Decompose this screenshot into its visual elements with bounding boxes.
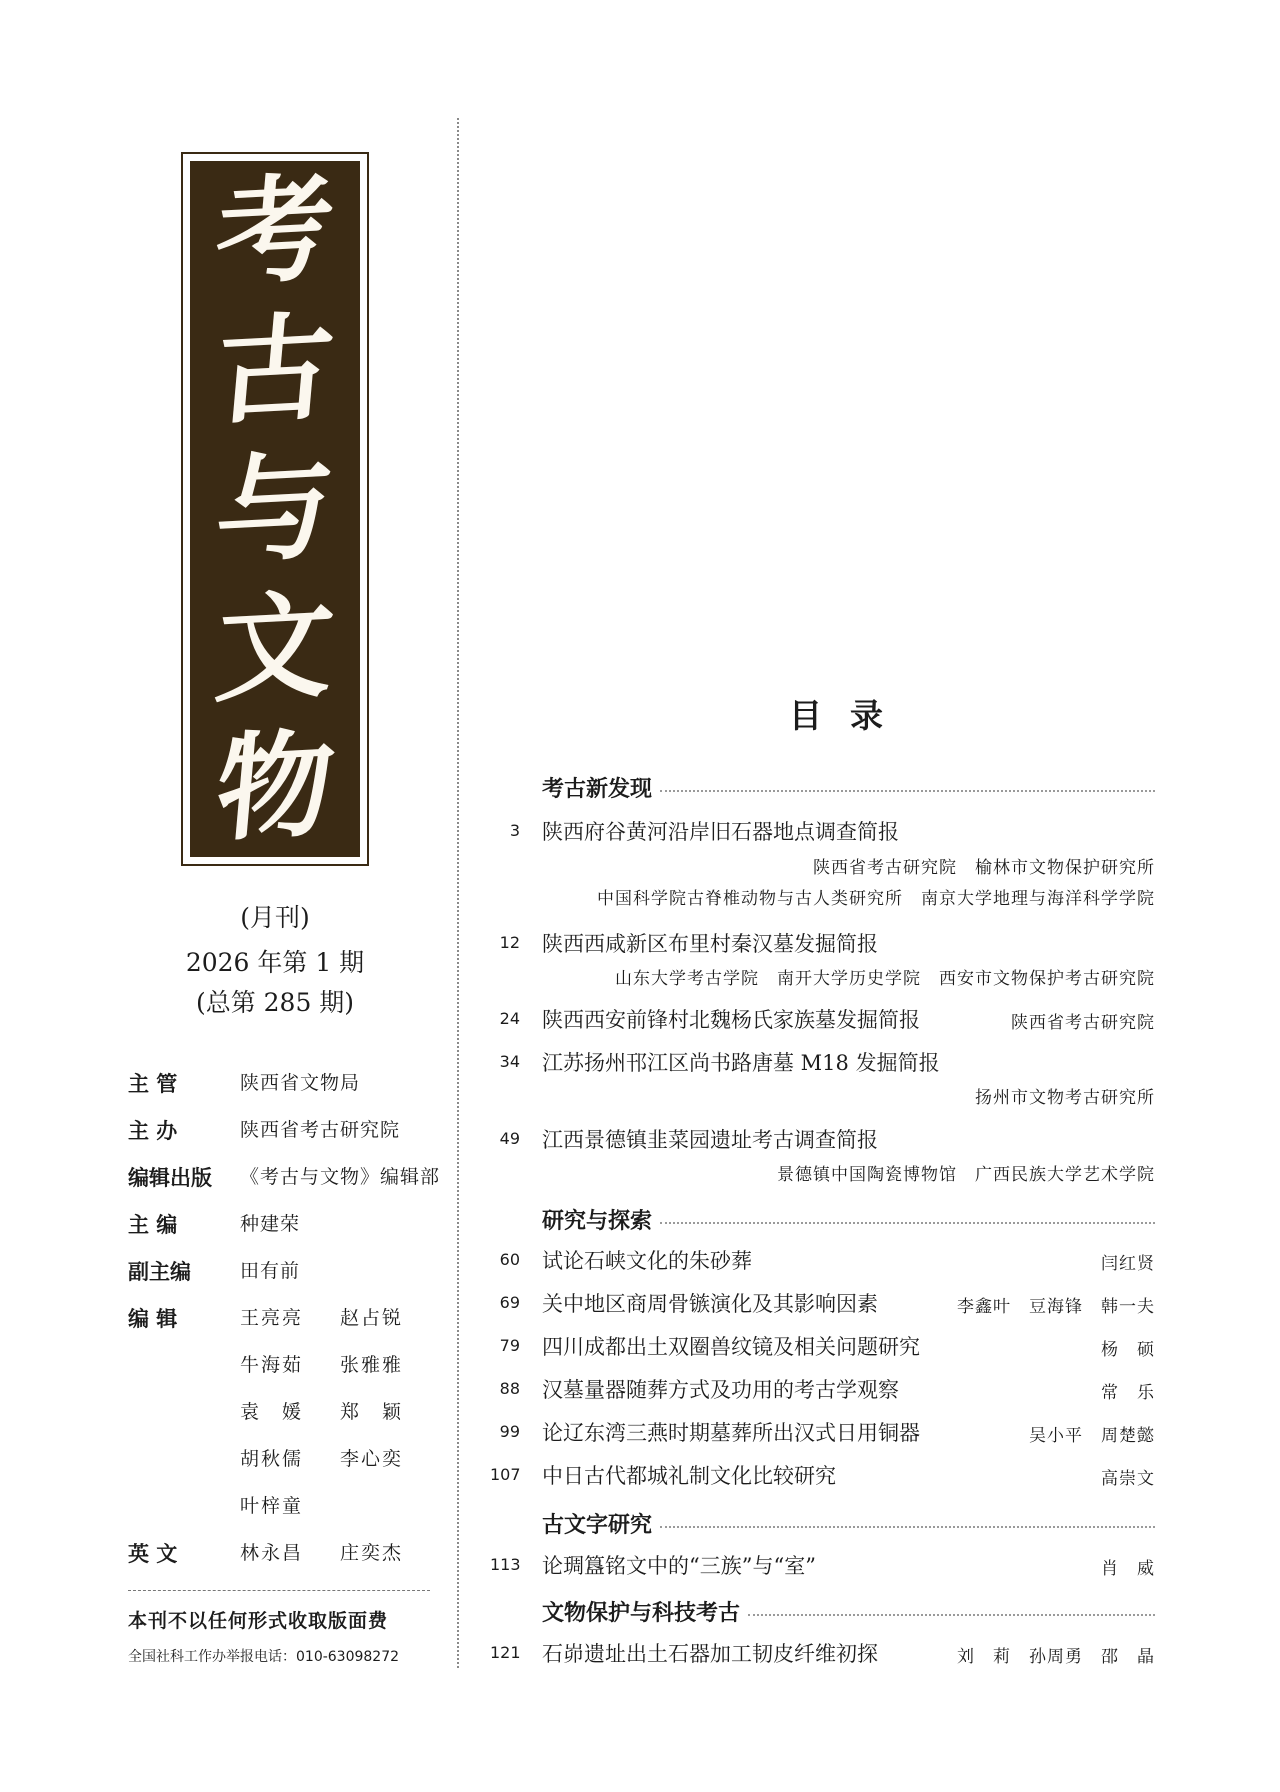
staff-label: 主 办 xyxy=(128,1119,178,1143)
article-title[interactable]: 论辽东湾三燕时期墓葬所出汉式日用铜器 xyxy=(542,1421,920,1445)
dotted-leader xyxy=(660,790,1155,792)
authors: 肖 威 xyxy=(1101,1559,1155,1579)
section-title: 考古新发现 xyxy=(542,776,653,802)
article-title[interactable]: 中日古代都城礼制文化比较研究 xyxy=(542,1464,836,1488)
authors: 刘 莉 孙周勇 邵 晶 xyxy=(957,1647,1155,1667)
staff-value: 陕西省文物局 xyxy=(240,1072,361,1094)
editor-name: 袁 媛 xyxy=(240,1401,304,1423)
article-title[interactable]: 陕西西咸新区布里村秦汉墓发掘简报 xyxy=(542,932,878,956)
article-title[interactable]: 江苏扬州邗江区尚书路唐墓 M18 发掘简报 xyxy=(542,1051,940,1075)
authors: 常 乐 xyxy=(1101,1383,1155,1403)
editor-name: 胡秋儒 xyxy=(240,1448,304,1470)
article-title[interactable]: 四川成都出土双圈兽纹镜及相关问题研究 xyxy=(542,1335,920,1359)
toc-entry[interactable] xyxy=(490,928,1155,958)
article-title[interactable]: 石峁遗址出土石器加工韧皮纤维初探 xyxy=(542,1642,878,1666)
toc-entry[interactable] xyxy=(490,1047,1155,1077)
affiliation: 扬州市文物考古研究所 xyxy=(975,1088,1155,1108)
staff-value: 田有前 xyxy=(240,1260,301,1282)
editor-names xyxy=(240,1303,440,1330)
article-title[interactable]: 陕西西安前锋村北魏杨氏家族墓发掘简报 xyxy=(542,1008,920,1032)
english-editor-names xyxy=(240,1538,440,1565)
logo-char-4: 文 xyxy=(210,577,340,720)
staff-label: 主 管 xyxy=(128,1072,178,1096)
article-title[interactable]: 陕西府谷黄河沿岸旧石器地点调查简报 xyxy=(542,820,899,844)
logo-panel xyxy=(190,161,360,857)
page-number: 79 xyxy=(499,1336,520,1355)
page-number: 107 xyxy=(490,1465,521,1484)
editor-name: 牛海茹 xyxy=(240,1354,304,1376)
editor-name: 赵占锐 xyxy=(340,1307,404,1329)
issue-number: 2026 年第 1 期 xyxy=(185,948,365,977)
toc-entry[interactable] xyxy=(490,1417,1155,1447)
section-title: 古文字研究 xyxy=(542,1512,653,1538)
divider xyxy=(128,1590,430,1591)
column-divider xyxy=(457,118,459,1668)
staff-value: 陕西省考古研究院 xyxy=(240,1119,401,1141)
page-number: 3 xyxy=(509,821,520,840)
toc-entry[interactable] xyxy=(490,1374,1155,1404)
staff-label: 主 编 xyxy=(128,1213,178,1237)
staff-label: 副主编 xyxy=(128,1260,191,1284)
page-number: 60 xyxy=(499,1250,520,1269)
authors: 吴小平 周楚懿 xyxy=(1029,1426,1155,1446)
page-number: 24 xyxy=(499,1009,520,1028)
staff-value: 种建荣 xyxy=(240,1213,301,1235)
editor-names xyxy=(240,1491,340,1518)
article-title[interactable]: 试论石峡文化的朱砂葬 xyxy=(542,1249,752,1273)
toc-entry[interactable] xyxy=(490,1331,1155,1361)
article-title[interactable]: 汉墓量器随葬方式及功用的考古学观察 xyxy=(542,1378,899,1402)
editor-names xyxy=(240,1350,440,1377)
authors: 李鑫叶 豆海锋 韩一夫 xyxy=(957,1297,1155,1317)
editor-name: 王亮亮 xyxy=(240,1307,304,1329)
article-title[interactable]: 关中地区商周骨镞演化及其影响因素 xyxy=(542,1292,878,1316)
toc-entry[interactable] xyxy=(490,1550,1155,1580)
editor-name: 林永昌 xyxy=(240,1542,304,1564)
fee-notice: 本刊不以任何形式收取版面费 xyxy=(128,1610,389,1632)
affiliation: 中国科学院古脊椎动物与古人类研究所 南京大学地理与海洋科学学院 xyxy=(597,889,1155,909)
toc-section xyxy=(542,1596,1155,1627)
dotted-leader xyxy=(660,1222,1155,1224)
dotted-leader xyxy=(660,1526,1155,1528)
page-number: 88 xyxy=(499,1379,520,1398)
page-number: 113 xyxy=(490,1555,521,1574)
affiliation: 景德镇中国陶瓷博物馆 广西民族大学艺术学院 xyxy=(777,1165,1155,1185)
editor-name: 张雅雅 xyxy=(340,1354,404,1376)
article-title[interactable]: 江西景德镇韭菜园遗址考古调查简报 xyxy=(542,1128,878,1152)
staff-label: 英 文 xyxy=(128,1542,178,1566)
page-number: 99 xyxy=(499,1422,520,1441)
journal-logo xyxy=(181,152,369,866)
logo-char-2: 古 xyxy=(210,298,340,441)
article-title[interactable]: 论琱簋铭文中的“三族”与“室” xyxy=(542,1554,816,1578)
page-number: 121 xyxy=(490,1643,521,1662)
editor-names xyxy=(240,1397,440,1424)
editor-name: 庄奕杰 xyxy=(340,1542,404,1564)
editor-name: 叶梓童 xyxy=(240,1495,304,1517)
editor-name: 李心奕 xyxy=(340,1448,404,1470)
toc-entry[interactable] xyxy=(490,1004,1155,1034)
toc-entry[interactable] xyxy=(490,816,1155,846)
total-issue-number: (总第 285 期) xyxy=(195,988,355,1017)
editor-name: 郑 颖 xyxy=(340,1401,404,1423)
staff-label: 编辑出版 xyxy=(128,1166,212,1190)
affiliation: 陕西省考古研究院 榆林市文物保护研究所 xyxy=(813,858,1155,878)
toc-entry[interactable] xyxy=(490,1460,1155,1490)
toc-entry[interactable] xyxy=(490,1124,1155,1154)
page-number: 69 xyxy=(499,1293,520,1312)
logo-char-3: 与 xyxy=(210,438,340,580)
toc-heading: 目录 xyxy=(789,696,911,735)
editor-names xyxy=(240,1444,440,1471)
authors: 陕西省考古研究院 xyxy=(1011,1013,1155,1033)
section-title: 研究与探索 xyxy=(542,1208,653,1234)
logo-char-1: 考 xyxy=(210,159,340,302)
authors: 高崇文 xyxy=(1101,1469,1155,1489)
section-title: 文物保护与科技考古 xyxy=(542,1600,741,1626)
toc-section xyxy=(542,1508,1155,1539)
toc-entry[interactable] xyxy=(490,1638,1155,1668)
publication-frequency: (月刊) xyxy=(240,903,310,932)
authors: 闫红贤 xyxy=(1101,1254,1155,1274)
page-number: 34 xyxy=(499,1052,520,1071)
toc-section xyxy=(542,1204,1155,1235)
toc-section xyxy=(542,772,1155,803)
logo-char-5: 物 xyxy=(210,716,340,859)
page-number: 12 xyxy=(499,933,520,952)
dotted-leader xyxy=(748,1614,1155,1616)
staff-value: 《考古与文物》编辑部 xyxy=(240,1166,441,1188)
authors: 杨 硕 xyxy=(1101,1340,1155,1360)
staff-label: 编 辑 xyxy=(128,1307,178,1331)
toc-entry[interactable] xyxy=(490,1245,1155,1275)
toc-entry[interactable] xyxy=(490,1288,1155,1318)
affiliation: 山东大学考古学院 南开大学历史学院 西安市文物保护考古研究院 xyxy=(615,969,1155,989)
page-number: 49 xyxy=(499,1129,520,1148)
report-hotline: 全国社科工作办举报电话：010-63098272 xyxy=(128,1649,400,1665)
